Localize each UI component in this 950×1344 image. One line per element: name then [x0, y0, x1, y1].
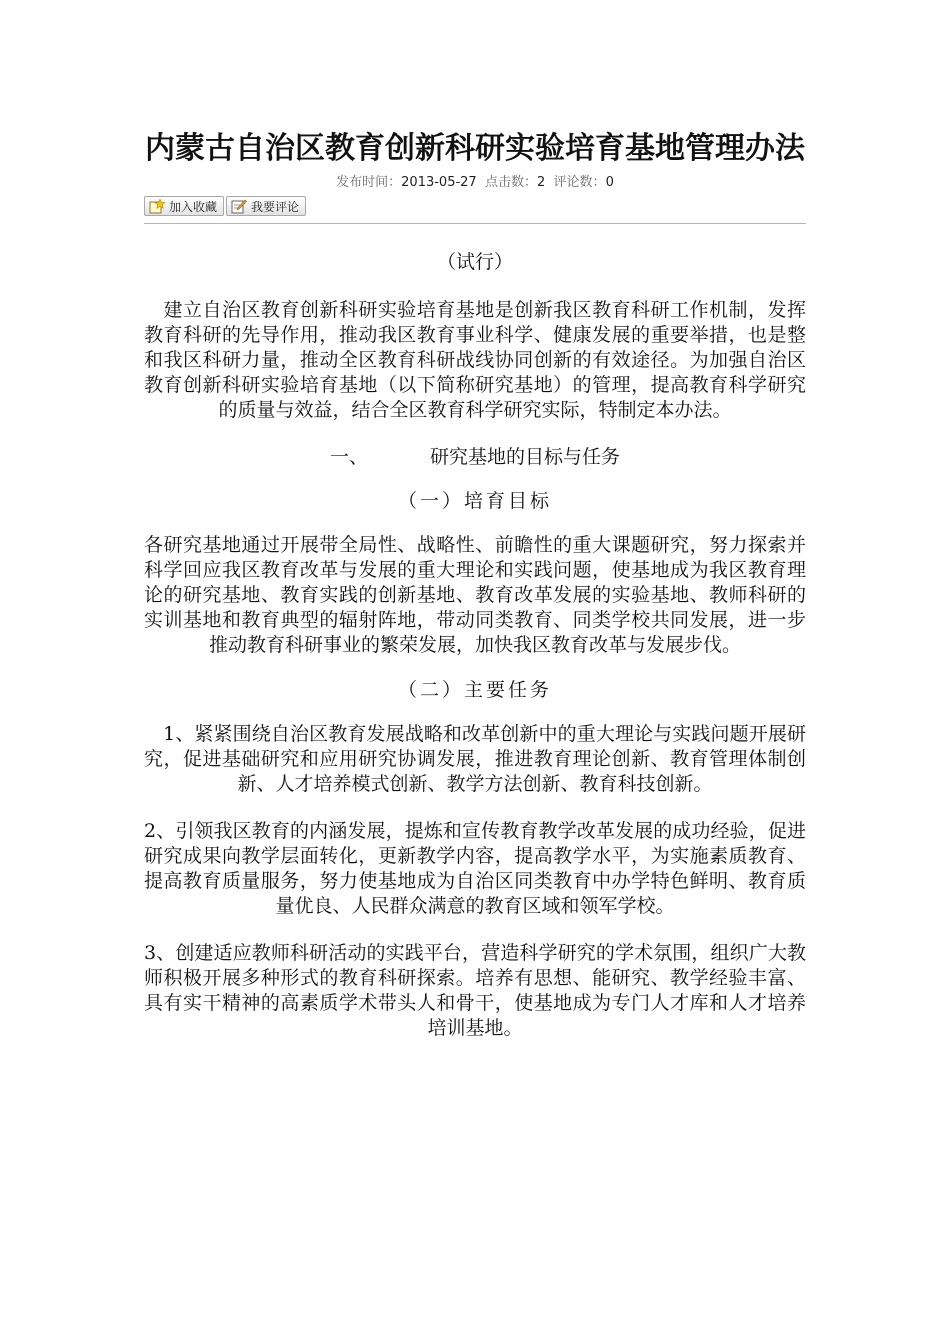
intro-paragraph: 建立自治区教育创新科研实验培育基地是创新我区教育科研工作机制，发挥教育科研的先导作用，推动我区教育事业科学、健康发展的重要举措，也是整和我区科研力量，推动全区教育科研战线协同创新的有效途径。为加强自治区教育创新科研实验培育基地（以下简称研究基地）的管理，提高教育科学研究的质量与效益，结合全区教育科学研究实际，特制定本办法。	[144, 299, 806, 421]
star-note-icon	[149, 199, 165, 214]
published-date: 2013-05-27	[401, 175, 477, 190]
task-item: 2、引领我区教育的内涵发展，提炼和宣传教育教学改革发展的成功经验，促进研究成果向教学层面转化，更新教学内容，提高教学水平，为实施素质教育、提高教育质量服务，努力使基地成为自治区同类教育中办学特色鲜明、教育质量优良、人民群众满意的教育区域和领军学校。	[144, 820, 806, 917]
write-comment-label: 我要评论	[251, 199, 300, 214]
goals-paragraph: 各研究基地通过开展带全局性、战略性、前瞻性的重大课题研究，努力探索并科学回应我区教育改革与发展的重大理论和实践问题，使基地成为我区教育理论的研究基地、教育实践的创新基地、教育改革发展的实验基地、教师科研的实训基地和教育典型的辐射阵地，带动同类教育、同类学校共同发展，进一步推动教育科研事业的繁荣发展，加快我区教育改革与发展步伐。	[144, 534, 806, 656]
article-toolbar	[144, 196, 806, 224]
article	[144, 126, 806, 1041]
write-comment-button[interactable]	[226, 196, 306, 216]
section-number: 一、	[329, 446, 368, 468]
published-label: 发布时间：	[336, 175, 402, 190]
section-heading	[144, 445, 806, 469]
pencil-note-icon	[231, 199, 247, 214]
clicks-label: 点击数：	[484, 175, 537, 190]
comments-label: 评论数：	[553, 175, 606, 190]
page-title: 内蒙古自治区教育创新科研实验培育基地管理办法	[145, 131, 805, 166]
task-item: 1、紧紧围绕自治区教育发展战略和改革创新中的重大理论与实践问题开展研究，促进基础研究和应用研究协调发展，推进教育理论创新、教育管理体制创新、人才培养模式创新、教学方法创新、教育科技创新。	[144, 723, 806, 795]
add-favorite-label: 加入收藏	[169, 199, 218, 214]
task-item: 3、创建适应教师科研活动的实践平台，营造科学研究的学术氛围，组织广大教师积极开展多种形式的教育科研探索。培养有思想、能研究、教学经验丰富、具有实干精神的高素质学术带头人和骨干，使基地成为专门人才库和人才培养培训基地。	[144, 942, 806, 1039]
article-meta	[144, 174, 806, 192]
comments-value: 0	[605, 175, 614, 190]
subtitle: （试行）	[436, 251, 513, 273]
section-title: 研究基地的目标与任务	[429, 446, 620, 468]
add-favorite-button[interactable]	[144, 196, 224, 216]
subsection-heading-goals: （一）培育目标	[397, 490, 552, 512]
clicks-value: 2	[537, 175, 546, 190]
subsection-heading-tasks: （二）主要任务	[397, 679, 552, 701]
